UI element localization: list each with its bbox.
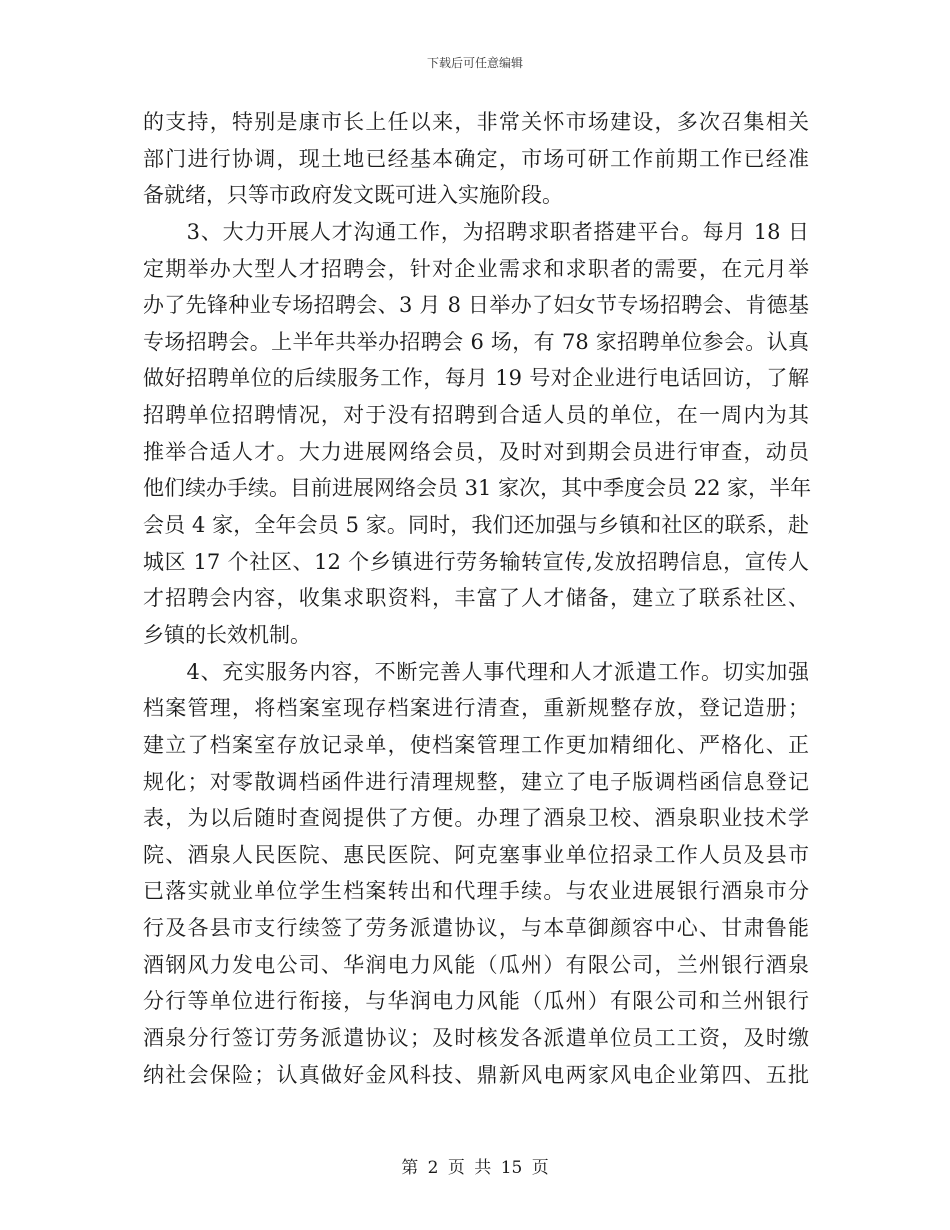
text-line: 档案管理，将档案室现存档案进行清查，重新规整存放，登记造册； (143, 696, 809, 721)
text-line: 4、充实服务内容，不断完善人事代理和人才派遣工作。切实加强 (143, 659, 809, 684)
text-line: 才招聘会内容，收集求职资料，丰富了人才储备，建立了联系社区、 (143, 586, 809, 611)
text-line: 推举合适人才。大力进展网络会员，及时对到期会员进行审查，动员 (143, 439, 809, 464)
text-line: 酒钢风力发电公司、华润电力风能（瓜州）有限公司，兰州银行酒泉 (143, 952, 809, 977)
text-line: 分行等单位进行衔接，与华润电力风能（瓜州）有限公司和兰州银行 (143, 989, 809, 1014)
text-line: 他们续办手续。目前进展网络会员 31 家次，其中季度会员 22 家，半年 (143, 476, 812, 501)
text-line: 部门进行协调，现土地已经基本确定，市场可研工作前期工作已经准 (143, 146, 809, 171)
document-body (143, 104, 812, 1093)
text-line: 定期举办大型人才招聘会，针对企业需求和求职者的需要，在元月举 (143, 256, 809, 281)
text-line: 纳社会保险；认真做好金风科技、鼎新风电两家风电企业第四、五批 (143, 1062, 809, 1087)
text-line: 规化；对零散调档函件进行清理规整，建立了电子版调档函信息登记 (143, 769, 809, 794)
text-line: 院、酒泉人民医院、惠民医院、阿克塞事业单位招录工作人员及县市 (143, 842, 809, 867)
text-line: 表，为以后随时查阅提供了方便。办理了酒泉卫校、酒泉职业技术学 (143, 806, 809, 831)
text-line: 酒泉分行签订劳务派遣协议；及时核发各派遣单位员工工资，及时缴 (143, 1026, 809, 1051)
text-line: 办了先锋种业专场招聘会、3 月 8 日举办了妇女节专场招聘会、肯德基 (143, 293, 809, 318)
text-line: 招聘单位招聘情况，对于没有招聘到合适人员的单位，在一周内为其 (143, 403, 809, 428)
text-line: 乡镇的长效机制。 (143, 622, 311, 647)
page-number: 第 2 页 共 15 页 (401, 1158, 549, 1178)
text-line: 已落实就业单位学生档案转出和代理手续。与农业进展银行酒泉市分 (143, 879, 809, 904)
text-line: 3、大力开展人才沟通工作，为招聘求职者搭建平台。每月 18 日 (143, 219, 809, 244)
text-line: 备就绪，只等市政府发文既可进入实施阶段。 (143, 183, 563, 208)
text-line: 城区 17 个社区、12 个乡镇进行劳务输转宣传,发放招聘信息，宣传人 (143, 549, 809, 574)
text-line: 建立了档案室存放记录单，使档案管理工作更加精细化、严格化、正 (143, 732, 809, 757)
text-line: 做好招聘单位的后续服务工作，每月 19 号对企业进行电话回访，了解 (143, 366, 809, 391)
page-header: 下载后可任意编辑 (426, 56, 523, 70)
text-line: 行及各县市支行续签了劳务派遣协议，与本草御颜容中心、甘肃鲁能 (143, 916, 809, 941)
text-line: 会员 4 家，全年会员 5 家。同时，我们还加强与乡镇和社区的联系，赴 (143, 513, 809, 538)
text-line: 的支持，特别是康市长上任以来，非常关怀市场建设，多次召集相关 (143, 110, 809, 134)
text-line: 专场招聘会。上半年共举办招聘会 6 场，有 78 家招聘单位参会。认真 (143, 329, 809, 354)
